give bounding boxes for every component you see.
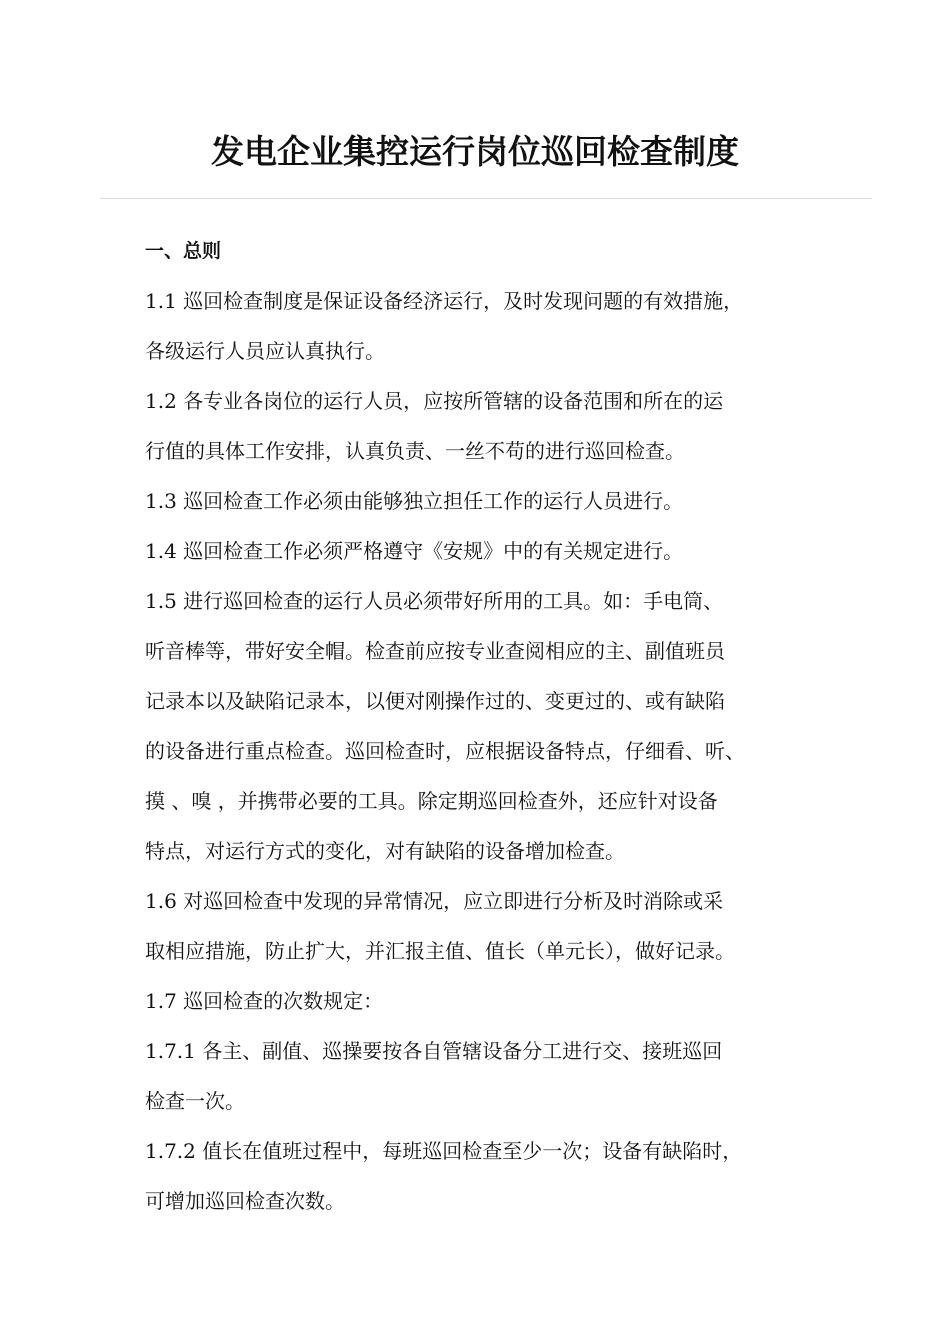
- title-divider: [100, 198, 872, 199]
- paragraph-1-6: [145, 876, 835, 976]
- paragraph-1-4: [145, 526, 835, 576]
- paragraph-line: 各级运行人员应认真执行。: [145, 339, 385, 363]
- paragraph-1-7-1: [145, 1026, 835, 1126]
- paragraph-line: 特点，对运行方式的变化，对有缺陷的设备增加检查。: [145, 839, 625, 863]
- paragraph-line: 1.3 巡回检查工作必须由能够独立担任工作的运行人员进行。: [145, 489, 684, 513]
- paragraph-line: 1.2 各专业各岗位的运行人员，应按所管辖的设备范围和所在的运: [145, 389, 724, 413]
- paragraph-1-7-2: [145, 1126, 835, 1226]
- paragraph-line: 1.7 巡回检查的次数规定：: [145, 989, 384, 1013]
- paragraph-line: 行值的具体工作安排，认真负责、一丝不苟的进行巡回检查。: [145, 439, 685, 463]
- paragraph-line: 1.4 巡回检查工作必须严格遵守《安规》中的有关规定进行。: [145, 539, 684, 563]
- section-heading: 一、总则: [145, 240, 222, 262]
- paragraph-1-3: [145, 476, 835, 526]
- paragraph-line: 记录本以及缺陷记录本，以便对刚操作过的、变更过的、或有缺陷: [145, 689, 725, 713]
- paragraph-line: 1.6 对巡回检查中发现的异常情况，应立即进行分析及时消除或采: [145, 889, 724, 913]
- paragraph-line: 1.7.1 各主、副值、巡操要按各自管辖设备分工进行交、接班巡回: [145, 1039, 723, 1063]
- paragraph-1-1: [145, 276, 835, 376]
- paragraph-line: 的设备进行重点检查。巡回检查时，应根据设备特点，仔细看、听、: [145, 739, 745, 763]
- paragraph-line: 可增加巡回检查次数。: [145, 1189, 345, 1213]
- paragraph-line: 取相应措施，防止扩大，并汇报主值、值长（单元长），做好记录。: [145, 939, 735, 963]
- paragraph-1-2: [145, 376, 835, 476]
- paragraph-line: 1.5 进行巡回检查的运行人员必须带好所用的工具。如：手电筒、: [145, 589, 724, 613]
- paragraph-line: 1.1 巡回检查制度是保证设备经济运行，及时发现问题的有效措施，: [145, 289, 744, 313]
- paragraph-1-5: [145, 576, 835, 876]
- paragraph-line: 摸 、嗅 ，并携带必要的工具。除定期巡回检查外，还应针对设备: [145, 789, 718, 813]
- paragraph-line: 听音棒等，带好安全帽。检查前应按专业查阅相应的主、副值班员: [145, 639, 725, 663]
- document-body: [145, 226, 835, 1226]
- document-title: 发电企业集控运行岗位巡回检查制度: [211, 132, 739, 171]
- paragraph-line: 检查一次。: [145, 1089, 245, 1113]
- paragraph-line: 1.7.2 值长在值班过程中，每班巡回检查至少一次；设备有缺陷时，: [145, 1139, 743, 1163]
- paragraph-1-7: [145, 976, 835, 1026]
